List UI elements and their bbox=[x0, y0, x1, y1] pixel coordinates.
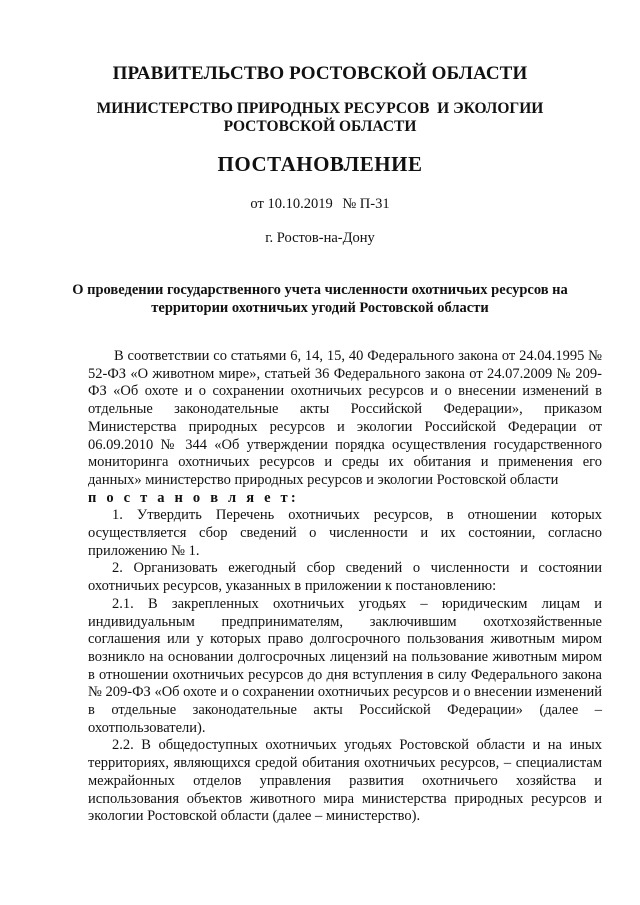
number-sign: № bbox=[342, 196, 357, 212]
subject-line1: О проведении государственного учета численности охотничьих ресурсов на bbox=[72, 282, 568, 298]
document-number: П-31 bbox=[359, 196, 390, 212]
ministry-title-line2: РОСТОВСКОЙ ОБЛАСТИ bbox=[223, 118, 417, 135]
subject-line2: территории охотничьих угодий Ростовской области bbox=[151, 300, 489, 316]
document-date: 10.10.2019 bbox=[267, 196, 333, 212]
intro-paragraph: В соответствии со статьями 6, 14, 15, 40 Федерального закона от 24.04.1995 № 52-ФЗ «О животном мире», статьей 36 Федерального закона от 24.07.2009 № 209-ФЗ «Об охоте и о сохранении охотничьих ресурсов и о внесении изменений в отдельные законодательные акты Российской Федерации», приказом Министерства природных ресурсов и экологии Российской Федерации от 06.09.2010 № 344 «Об утверждении порядка осуществления государственного мониторинга охотничьих ресурсов и среды их обитания и применения его данных» министерство природных ресурсов и экологии Ростовской области bbox=[88, 348, 602, 488]
ministry-title bbox=[0, 100, 640, 136]
ministry-title-line1: МИНИСТЕРСТВО ПРИРОДНЫХ РЕСУРСОВ И ЭКОЛОГИИ bbox=[96, 100, 544, 117]
date-prefix: от bbox=[250, 196, 264, 212]
document-subject bbox=[0, 281, 640, 317]
document-type: ПОСТАНОВЛЕНИЕ bbox=[217, 152, 423, 176]
item-1-paragraph: 1. Утвердить Перечень охотничьих ресурсов, в отношении которых осуществляется сбор сведений о численности и их состоянии, согласно приложению № 1. bbox=[88, 507, 602, 559]
item-2-paragraph: 2. Организовать ежегодный сбор сведений о численности и состоянии охотничьих ресурсов, указанных в приложении к постановлению: bbox=[88, 560, 602, 595]
government-title: ПРАВИТЕЛЬСТВО РОСТОВСКОЙ ОБЛАСТИ bbox=[112, 63, 528, 84]
item-2-1-paragraph: 2.1. В закрепленных охотничьих угодьях – юридическим лицам и индивидуальным предпринимателям, заключившим охотхозяйственные соглашения или у которых право долгосрочного пользования животным миром возникло на основании долгосрочных лицензий на пользование животным миром в отношении охотничьих ресурсов до дня вступления в силу Федерального закона № 209-ФЗ «Об охоте и о сохранении охотничьих ресурсов и о внесении изменений в отдельные законодательные акты Российской Федерации» (далее – охотпользователи). bbox=[88, 595, 602, 736]
decree-word: п о с т а н о в л я е т: bbox=[88, 489, 299, 506]
item-2-2-paragraph: 2.2. В общедоступных охотничьих угодьях Ростовской области и на иных территориях, являющихся средой обитания охотничьих ресурсов, – специалистам межрайонных отделов управления развития охотничьего хозяйства и использования объектов животного мира министерства природных ресурсов и экологии Ростовской области (далее – министерство). bbox=[88, 737, 602, 825]
document-date-number bbox=[0, 196, 640, 213]
document-body bbox=[88, 348, 602, 826]
document-city: г. Ростов-на-Дону bbox=[265, 230, 375, 246]
